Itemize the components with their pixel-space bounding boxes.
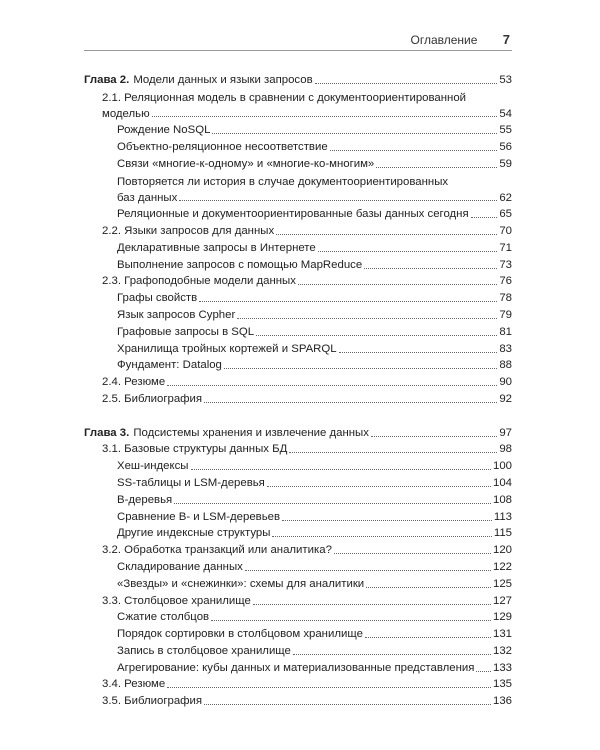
chapter-title: Подсистемы хранения и извлечение данных [133,426,369,439]
toc-entry[interactable] [84,372,512,389]
toc-entry[interactable] [84,456,512,473]
toc-entry[interactable] [84,305,512,322]
toc-entry-text: «Звезды» и «снежинки»: схемы для аналитики [117,577,365,590]
toc-entry-text: 3.3. Столбцовое хранилище [102,594,251,607]
toc-entry-text: Сравнение B- и LSM-деревьев [117,510,281,523]
toc-entry[interactable] [84,624,512,641]
toc-entry[interactable] [84,540,512,557]
leader-dots [224,368,497,369]
toc-entry-text: Язык запросов Cypher [117,308,236,321]
toc-entry[interactable] [84,524,512,541]
toc-entry-text: Хеш-индексы [117,460,189,473]
toc-page-number: 132 [492,644,512,657]
running-header-page-number: 7 [502,32,510,47]
leader-dots [366,587,491,588]
toc-entry[interactable] [84,238,512,255]
toc-page-number: 71 [499,241,512,254]
toc-entry[interactable] [84,137,512,154]
toc-entry[interactable] [84,691,512,708]
toc-page-number: 98 [499,443,512,456]
toc-page-number: 90 [499,376,512,389]
toc-entry[interactable] [84,322,512,339]
toc-page-number: 104 [492,476,512,489]
chapter-label: Глава 2. [84,73,130,86]
toc-page-number: 127 [492,594,512,607]
toc-page-number: 122 [492,560,512,573]
toc-page-number: 53 [499,73,512,86]
toc-chapter-3[interactable] [84,423,512,440]
toc-page-number: 83 [499,342,512,355]
leader-dots [253,604,491,605]
toc-entry-text: Порядок сортировки в столбцовом хранилище [117,628,363,641]
leader-dots [298,284,497,285]
leader-dots [237,318,497,319]
toc-page-number: 135 [492,678,512,691]
running-header [84,32,510,47]
leader-dots [152,116,498,117]
toc-page-number: 76 [499,275,512,288]
toc-page-number: 115 [493,527,512,540]
toc-page-number: 133 [492,661,512,674]
toc-entry-text: 2.5. Библиография [102,392,203,405]
leader-dots [371,436,497,437]
toc-page-number: 56 [499,140,512,153]
leader-dots [339,352,498,353]
toc-entry-text: Рождение NoSQL [117,124,211,137]
header-rule [84,50,512,51]
leader-dots [476,671,491,672]
toc-page-number: 73 [499,258,512,271]
toc-entry-text: 3.5. Библиография [102,695,203,708]
chapter-spacer [84,406,512,423]
toc-page-number: 113 [493,510,512,523]
toc-entry-text: Сжатие столбцов [117,611,210,624]
toc-entry[interactable] [84,389,512,406]
toc-page-number: 125 [492,577,512,590]
toc-page-number: 129 [492,611,512,624]
toc-entry[interactable] [84,507,512,524]
leader-dots [272,536,491,537]
toc-page-number: 131 [492,628,512,641]
toc-entry-text: Декларативные запросы в Интернете [117,241,316,254]
toc-page-number: 81 [499,325,512,338]
leader-dots [471,217,498,218]
toc-entry-text: Объектно-реляционное несоответствие [117,140,328,153]
toc-entry[interactable] [84,675,512,692]
leader-dots [293,654,491,655]
toc-entry-text: SS-таблицы и LSM-деревья [117,476,265,489]
leader-dots [364,268,497,269]
toc-entry-text: Реляционные и документоориентированные базы данных сегодня [117,208,469,221]
toc-entry[interactable] [84,490,512,507]
toc-entry[interactable] [84,574,512,591]
toc-entry-text: Выполнение запросов с помощью MapReduce [117,258,363,271]
leader-dots [282,520,492,521]
toc-entry-text-line1: 2.1. Реляционная модель в сравнении с документоориентированной [102,91,467,104]
toc-entry[interactable] [84,473,512,490]
toc-entry[interactable] [84,658,512,675]
toc-page-number: 65 [499,208,512,221]
toc-entry-text: 2.3. Графоподобные модели данных [102,275,296,288]
leader-dots [167,385,497,386]
toc-page-number: 108 [492,493,512,506]
toc-entry[interactable] [84,255,512,272]
toc-page-number: 78 [499,292,512,305]
toc-entry[interactable] [84,557,512,574]
toc-entry[interactable] [84,221,512,238]
leader-dots [289,452,497,453]
toc-entry-text: Хранилища тройных кортежей и SPARQL [117,342,337,355]
toc-page-number: 62 [499,192,512,205]
leader-dots [167,687,491,688]
toc-entry-text: Агрегирование: кубы данных и материализованные представления [117,661,475,674]
toc-page-number: 136 [492,695,512,708]
toc-chapter-2[interactable] [84,70,512,87]
leader-dots [212,133,497,134]
toc-entry[interactable] [84,356,512,373]
toc-entry[interactable] [84,272,512,289]
leader-dots [276,234,497,235]
leader-dots [204,704,491,705]
leader-dots [179,200,497,201]
toc-page-number: 120 [492,544,512,557]
leader-dots [334,553,491,554]
toc-entry[interactable] [84,608,512,625]
toc-page-number: 97 [499,426,512,439]
toc-page-number: 54 [499,108,512,121]
toc-entry-text-line1: Повторяется ли история в случае документоориентированных [117,175,449,188]
toc-entry-text: Графы свойств [117,292,198,305]
leader-dots [245,570,491,571]
toc-entry-text: Складирование данных [117,560,243,573]
toc-entry[interactable] [84,591,512,608]
toc-page-number: 70 [499,224,512,237]
leader-dots [199,301,497,302]
toc-entry[interactable] [84,339,512,356]
leader-dots [211,620,491,621]
toc-entry-text: 2.4. Резюме [102,376,166,389]
toc-entry-text: 3.1. Базовые структуры данных БД [102,443,288,456]
toc-entry-text: B-деревья [117,493,173,506]
toc-page-number: 88 [499,359,512,372]
leader-dots [315,83,498,84]
leader-dots [318,251,498,252]
leader-dots [204,402,497,403]
toc-entry-text: 3.4. Резюме [102,678,166,691]
toc-page-number: 79 [499,308,512,321]
chapter-title: Модели данных и языки запросов [133,73,313,86]
leader-dots [174,503,491,504]
toc-page-number: 92 [499,392,512,405]
chapter-label: Глава 3. [84,426,130,439]
leader-dots [330,150,498,151]
toc-entry[interactable] [84,171,512,205]
toc-entry[interactable] [84,154,512,171]
toc-entry-text: Графовые запросы в SQL [117,325,255,338]
toc-entry[interactable] [84,288,512,305]
leader-dots [191,469,491,470]
toc-entry-text-line2: баз данных [117,192,178,205]
toc-entry[interactable] [84,87,512,121]
toc-page-number: 59 [499,157,512,170]
toc-entry-text: Другие индексные структуры [117,527,271,540]
toc-page-number: 100 [492,460,512,473]
toc-entry[interactable] [84,120,512,137]
toc-entry-text: Фундамент: Datalog [117,359,222,372]
leader-dots [267,486,491,487]
toc-page-number: 55 [499,124,512,137]
toc-entry-text: 2.2. Языки запросов для данных [102,224,275,237]
toc-entry[interactable] [84,641,512,658]
toc-entry-text: 3.2. Обработка транзакций или аналитика? [102,544,332,557]
toc-entry-text: Запись в столбцовое хранилище [117,644,291,657]
leader-dots [365,637,491,638]
leader-dots [256,335,497,336]
running-header-title: Оглавление [410,33,478,47]
toc-entry-text-line2: моделью [102,108,150,121]
toc-entry[interactable] [84,204,512,221]
table-of-contents [84,70,512,708]
toc-entry[interactable] [84,440,512,457]
toc-entry-text: Связи «многие-к-одному» и «многие-ко-многим» [117,157,375,170]
leader-dots [376,167,497,168]
